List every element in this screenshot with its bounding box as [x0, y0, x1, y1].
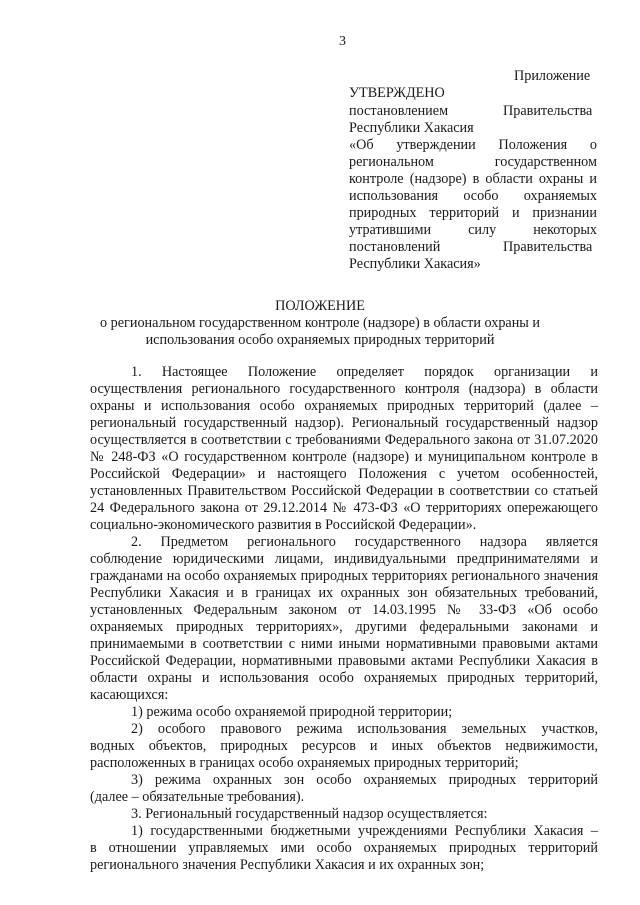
document-subtitle-line-1: о региональном государственном контроле (надзоре) в области охраны и — [100, 315, 540, 331]
approval-line-4: региональном государственном — [349, 154, 597, 170]
body-line-22: 2) особого правового режима использования земельных участков, — [131, 721, 598, 737]
body-line-1: 1. Настоящее Положение определяет порядок организации и — [131, 364, 598, 380]
approval-line-2: Республики Хакасия — [349, 120, 474, 136]
body-line-19: области охраны и использования особо охраняемых природных территорий, — [90, 670, 598, 686]
body-line-27: 3. Региональный государственный надзор осуществляется: — [131, 806, 488, 822]
approval-line-3: «Об утверждении Положения о — [349, 137, 597, 153]
body-line-18: Российской Федерации, нормативными правовыми актами Республики Хакасия в — [90, 653, 598, 669]
body-line-4: региональный государственный надзор). Региональный государственный надзор — [90, 415, 598, 431]
body-line-2: осуществления регионального государственного контроля (надзора) в области — [90, 381, 598, 397]
approval-line-1b: Правительства — [503, 103, 593, 119]
body-line-28: 1) государственными бюджетными учреждениями Республики Хакасия – — [131, 823, 598, 839]
body-line-24: расположенных в границах особо охраняемых природных территорий; — [90, 755, 519, 771]
body-line-30: регионального значения Республики Хакасия и их охранных зон; — [90, 857, 485, 873]
approval-line-7: природных территорий и признании — [349, 205, 597, 221]
approval-line-9b: Правительства — [503, 239, 593, 255]
document-subtitle-line-2: использования особо охраняемых природных территорий — [145, 332, 495, 348]
body-line-25: 3) режима охранных зон особо охраняемых природных территорий — [131, 772, 598, 788]
body-line-17: принимаемыми в соответствии с ними иными нормативными правовыми актами — [90, 636, 598, 652]
approval-line-9a: постановлений — [349, 239, 441, 255]
approved-heading: УТВЕРЖДЕНО — [349, 85, 445, 101]
approval-line-8: утратившими силу некоторых — [349, 222, 597, 238]
body-line-29: в отношении управляемых ими особо охраняемых природных территорий — [90, 840, 598, 856]
body-line-7: Российской Федерации» и настоящего Положения с учетом особенностей, — [90, 466, 598, 482]
body-line-16: охраняемых природных территориях», другими федеральными законами и — [90, 619, 598, 635]
approval-line-10: Республики Хакасия» — [349, 256, 481, 272]
body-line-14: Республики Хакасия и в границах их охранных зон обязательных требований, — [90, 585, 598, 601]
document-title: ПОЛОЖЕНИЕ — [275, 298, 365, 314]
body-line-5: осуществляется в соответствии с требованиями Федерального закона от 31.07.2020 — [90, 432, 598, 448]
body-line-15: установленных Федеральным законом от 14.03.1995 № 33-ФЗ «Об особо — [90, 602, 598, 618]
body-line-10: социально-экономического развития в Российской Федерации». — [90, 517, 477, 533]
approval-line-6: использования особо охраняемых — [349, 188, 597, 204]
body-line-8: установленных Правительством Российской Федерации в соответствии со статьей — [90, 483, 598, 499]
body-line-6: № 248-ФЗ «О государственном контроле (надзоре) и муниципальном контроле в — [90, 449, 598, 465]
body-line-23: водных объектов, природных ресурсов и иных объектов недвижимости, — [90, 738, 598, 754]
body-line-12: соблюдение юридическими лицами, индивидуальными предпринимателями и — [90, 551, 598, 567]
approval-line-1a: постановлением — [349, 103, 449, 119]
body-line-26: (далее – обязательные требования). — [90, 789, 305, 805]
body-line-3: охраны и использования особо охраняемых природных территорий (далее – — [90, 398, 598, 414]
body-line-21: 1) режима особо охраняемой природной территории; — [131, 704, 453, 720]
approval-line-5: контроле (надзоре) в области охраны и — [349, 171, 597, 187]
body-line-13: гражданами на особо охраняемых природных территориях регионального значения — [90, 568, 598, 584]
appendix-label: Приложение — [514, 68, 591, 84]
body-line-20: касающихся: — [90, 687, 169, 703]
body-line-9: 24 Федерального закона от 29.12.2014 № 473-ФЗ «О территориях опережающего — [90, 500, 598, 516]
body-line-11: 2. Предметом регионального государственного надзора является — [131, 534, 598, 550]
page-number: 3 — [339, 34, 346, 49]
